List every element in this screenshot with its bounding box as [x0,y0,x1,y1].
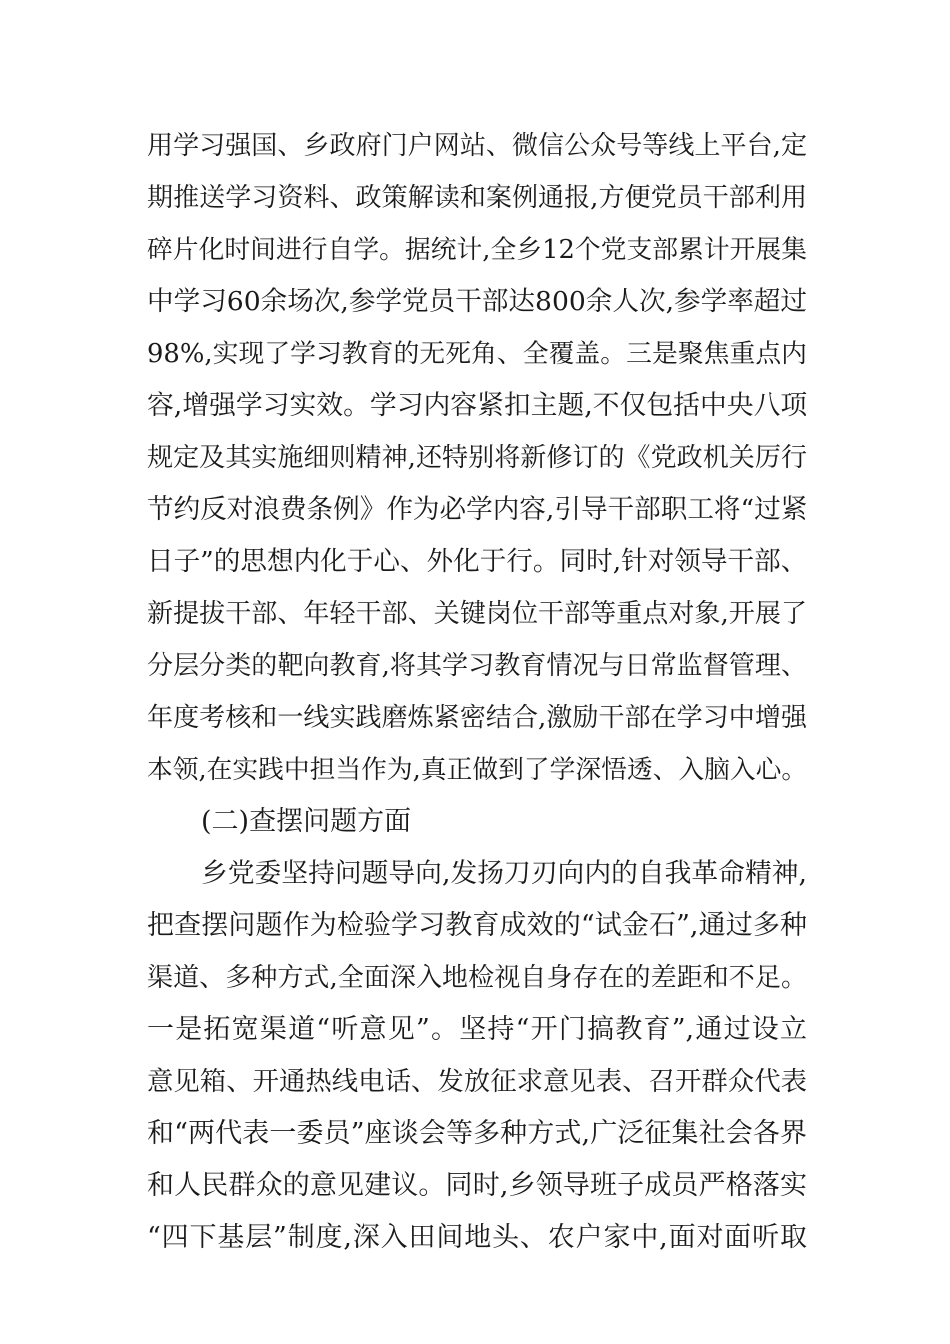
text-line: 期推送学习资料、政策解读和案例通报,方便党员干部利用 [147,183,807,213]
text-line: 本领,在实践中担当作为,真正做到了学深悟透、入脑入心。 [147,755,808,785]
text-line: “四下基层”制度,深入田间地头、农户家中,面对面听取 [147,1222,807,1253]
text-line: 和“两代表一委员”座谈会等多种方式,广泛征集社会各界 [147,1118,807,1149]
text-line: 渠道、多种方式,全面深入地检视自身存在的差距和不足。 [147,963,807,993]
text-line: 中学习60余场次,参学党员干部达800余人次,参学率超过 [147,286,807,317]
text-line: 日子”的思想内化于心、外化于行。同时,针对领导干部、 [147,546,808,577]
text-line: 用学习强国、乡政府门户网站、微信公众号等线上平台,定 [147,131,807,161]
text-line: 碎片化时间进行自学。据统计,全乡12个党支部累计开展集 [147,235,807,265]
text-line: 乡党委坚持问题导向,发扬刀刃向内的自我革命精神, [201,858,807,889]
text-line: 98%,实现了学习教育的无死角、全覆盖。三是聚焦重点内 [147,339,807,369]
text-line: 和人民群众的意见建议。同时,乡领导班子成员严格落实 [147,1170,807,1201]
text-line: 容,增强学习实效。学习内容紧扣主题,不仅包括中央八项 [147,390,808,421]
text-line: 把查摆问题作为检验学习教育成效的“试金石”,通过多种 [147,910,807,941]
text-line: 规定及其实施细则精神,还特别将新修订的《党政机关厉行 [147,443,807,473]
text-line: 分层分类的靶向教育,将其学习教育情况与日常监督管理、 [147,651,807,681]
text-line: 新提拔干部、年轻干部、关键岗位干部等重点对象,开展了 [147,599,807,629]
text-line: 年度考核和一线实践磨炼紧密结合,激励干部在学习中增强 [147,703,807,733]
text-line: 节约反对浪费条例》作为必学内容,引导干部职工将“过紧 [147,494,808,525]
text-line: 一是拓宽渠道“听意见”。坚持“开门搞教育”,通过设立 [147,1014,807,1045]
section-heading: (二)查摆问题方面 [201,806,412,837]
text-line: 意见箱、开通热线电话、发放征求意见表、召开群众代表 [147,1066,807,1097]
